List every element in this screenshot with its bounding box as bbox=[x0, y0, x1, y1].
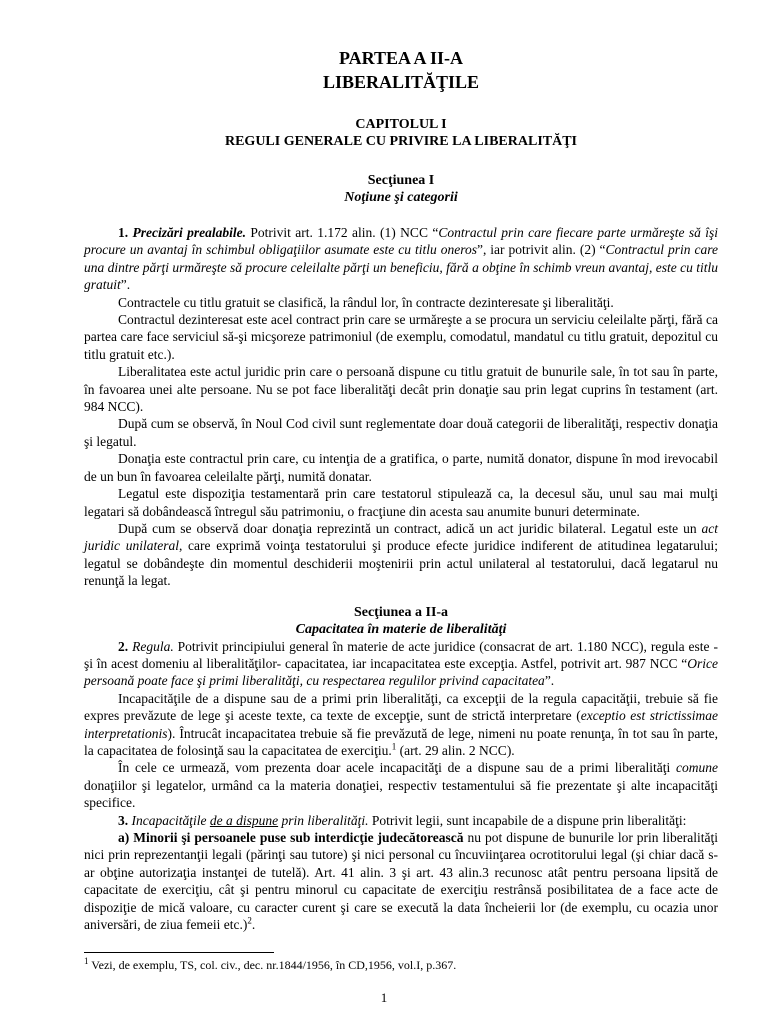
section-2-title: Capacitatea în materie de liberalităţi bbox=[295, 621, 507, 637]
paragraph-12: 3. Incapacităţile de a dispune prin liberalităţi. Potrivit legii, sunt incapabile de a dispune prin liberalităţi: bbox=[118, 812, 687, 828]
page-number: 1 bbox=[380, 990, 388, 1005]
paragraph-11: În cele ce urmează, vom prezenta doar acele incapacităţi de a dispune sau de a primi liberalităţi comune donaţiilor şi legatelor, urmând ca la materia donaţiei, respectiv testamentului să fie prezentate şi alte incapacităţi specifice. bbox=[84, 760, 718, 811]
section-1-title: Noţiune şi categorii bbox=[344, 190, 458, 205]
paragraph-10: Incapacităţile de a dispune sau de a primi prin liberalităţi, ca excepţii de la regula capacităţii, trebuie să fie expres prevăzute de lege şi aceste texte, ca texte de excepţie, sunt de strictă interpretare (exceptio est strictissimae interpretationis). Întrucât incapacitatea trebuie să fie prevăzută de lege, nimeni nu poate renunţa, în tot sau în parte, la capacitatea de folosinţă sau la capacitatea de exerciţiu.$^1$ (art. 29 alin. 2 NCC). bbox=[84, 690, 718, 758]
paragraph-5: După cum se observă, în Noul Cod civil sunt reglementate doar două categorii de liberalităţi, respectiv donaţia şi legatul. bbox=[84, 416, 718, 449]
part-heading: PARTEA A II-A bbox=[338, 48, 464, 68]
paragraph-2: Contractele cu titlu gratuit se clasifică, la rândul lor, în contracte dezinteresate şi liberalităţi. bbox=[118, 294, 614, 310]
paragraph-8: După cum se observă doar donaţia reprezintă un contract, adică un act juridic bilateral. Legatul este un act juridic unilateral, care exprimă voinţa testatorului şi produce efecte juridice indiferent de atitudinea legatarului; legatul se dobândeşte din momentul deschiderii moştenirii prin actul unilateral al testatorului, dacă legatarul nu renunţă la legat. bbox=[84, 520, 718, 589]
paragraph-9: 2. Regula. Potrivit principiului general în materie de acte juridice (consacrat de art. 1.180 NCC), regula este - şi în acest domeniu al liberalităţilor- capacitatea, iar incapacitatea este excepţia. Astfel, potrivit art. 987 NCC “Orice persoană poate face şi primi liberalităţi, cu respectarea regulilor privind capacitatea”. bbox=[84, 638, 719, 689]
chapter-heading: CAPITOLUL I bbox=[355, 117, 447, 132]
paragraph-4: Liberalitatea este actul juridic prin care o persoană dispune cu titlu gratuit de bunurile sale, în tot sau în parte, în favoarea unei alte persoane. Nu se pot face liberalităţi decât prin donaţie sau prin legat cuprins în testament (art. 984 NCC). bbox=[84, 364, 718, 415]
paragraph-3: Contractul dezinteresat este acel contract prin care se urmăreşte a se procura un serviciu celeilalte părţi, fără ca partea care face serviciul să-şi micşoreze patrimoniul (de exemplu, comodatul, mandatul cu titlu gratuit, depozitul cu titlu gratuit etc.). bbox=[84, 312, 718, 362]
footnote-divider bbox=[84, 952, 274, 953]
footnote-ref-1[interactable]: 1 bbox=[391, 741, 397, 752]
paragraph-1: 1. Precizări prealabile. Potrivit art. 1.172 alin. (1) NCC “Contractul prin care fiecare parte urmăreşte să îşi procure un avantaj în schimbul obligaţiilor asumate este cu titlu oneros”, iar potrivit alin. (2) “Contractul prin care una dintre părţi urmăreşte să procure celeilalte părţi un beneficiu, fără a obţine în schimb vreun avantaj, este cu titlu gratuit”. bbox=[84, 225, 719, 293]
chapter-title: REGULI GENERALE CU PRIVIRE LA LIBERALITĂŢI bbox=[224, 134, 578, 149]
page-content bbox=[84, 46, 718, 933]
footnote-ref-2[interactable]: 2 bbox=[247, 915, 252, 926]
section-1-label: Secţiunea I bbox=[367, 173, 435, 188]
paragraph-13: a) Minorii şi persoanele puse sub interdicţie judecătorească nu pot dispune de bunurile lor prin liberalităţi nici prin reprezentanţii legali (părinţi sau tutore) şi nici personal cu încuviinţarea ocrotitorului legal (şi chiar dacă s-ar obţine autorizaţia instanţei de tutelă). Art. 41 alin. 3 şi art. 43 alin.3 recunosc atât pentru persoana lipsită de capacitate de exerciţiu, cât şi pentru minorul cu capacitate de exerciţiu restrânsă posibilitatea de a face acte de dispoziţie de mică valoare, cu caracter curent şi care se execută la data încheierii lor (de exemplu, cu ocazia unor aniversări, de ziua femeii etc.)$^2$. bbox=[84, 830, 719, 933]
paragraph-6: Donaţia este contractul prin care, cu intenţia de a gratifica, o parte, numită donator, dispune în mod irevocabil de un bun în favoarea celeilalte părţi, numită donatar. bbox=[84, 451, 718, 484]
part-title: LIBERALITĂŢILE bbox=[322, 72, 480, 92]
paragraph-7: Legatul este dispoziţia testamentară prin care testatorul stipulează ca, la decesul său, unul sau mai mulţi legatari să dobândească întregul său patrimoniu, o fracţiune din acesta sau anumite bunuri determinate. bbox=[84, 486, 718, 519]
section-2-label: Secţiunea a II-a bbox=[353, 604, 449, 620]
footnote-1: $^1$ Vezi, de exemplu, TS, col. civ., dec. nr.1844/1956, în CD,1956, vol.I, p.367. bbox=[84, 956, 457, 972]
